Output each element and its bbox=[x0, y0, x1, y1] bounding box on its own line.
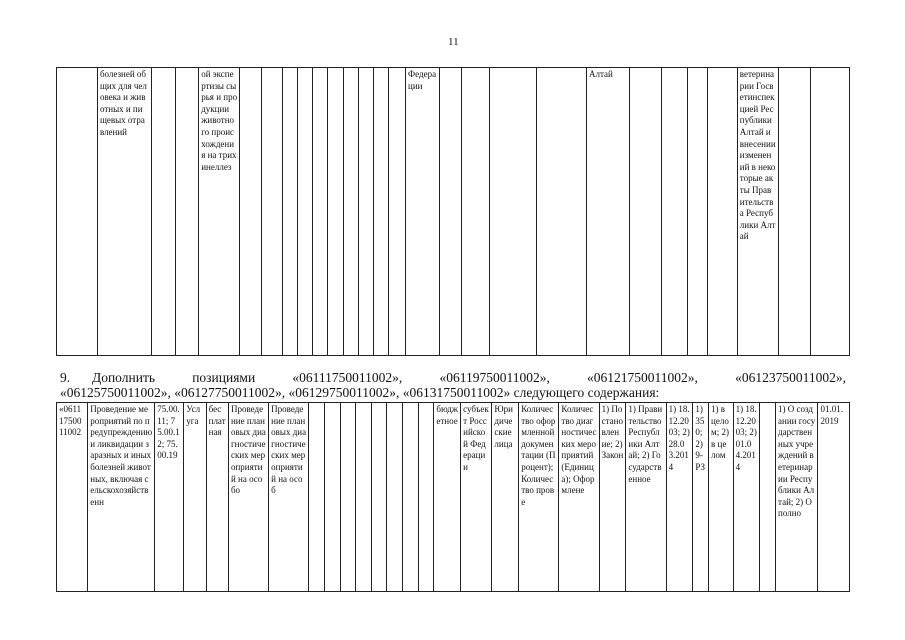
cell bbox=[358, 68, 373, 356]
cell bbox=[537, 68, 587, 356]
cell bbox=[662, 68, 688, 356]
cell bbox=[328, 68, 343, 356]
amendment-paragraph bbox=[60, 370, 846, 400]
cell bbox=[760, 403, 776, 592]
paragraph-line: Дополнить позициями «06111750011002», «06119750011002», «06121750011002», «06123750011002», bbox=[92, 370, 846, 385]
cell: Количество диагностических мероприятий (Единица); Оформлене bbox=[559, 403, 599, 592]
cell bbox=[707, 68, 737, 356]
cell bbox=[356, 403, 372, 592]
cell: 1) в целом; 2) в целом bbox=[709, 403, 734, 592]
cell bbox=[261, 68, 283, 356]
cell: 1) О создании государственных учреждений ветеринарии Республики Алтай; 2) О полно bbox=[776, 403, 818, 592]
cell bbox=[175, 68, 199, 356]
cell bbox=[343, 68, 358, 356]
paragraph-line: «06125750011002», «06127750011002», «06129750011002», «06131750011002» следующего содержания: bbox=[60, 385, 660, 400]
cell: 1) Правительство Республики Алтай; 2) Государственное bbox=[626, 403, 666, 592]
table-new-positions bbox=[56, 402, 850, 592]
cell bbox=[324, 403, 340, 592]
cell: ой экспертизы сырья и продукции животного происхождения на трихинеллез bbox=[199, 68, 240, 356]
cell: бюджетное bbox=[434, 403, 461, 592]
cell: Юридические лица bbox=[492, 403, 519, 592]
cell bbox=[811, 68, 850, 356]
cell bbox=[403, 403, 419, 592]
cell bbox=[440, 68, 462, 356]
cell: 1) Постановление; 2) Закон bbox=[599, 403, 626, 592]
cell: 75.00.11; 75.00.12; 75.00.19 bbox=[155, 403, 184, 592]
cell: Проведение плановых диагностических мероприятий на особ bbox=[269, 403, 309, 592]
cell: ветеринарии Госветинспекцией Республики Алтай и внесении изменений в некоторые акты Правительства Республики Алтай bbox=[737, 68, 778, 356]
cell bbox=[298, 68, 313, 356]
cell: Количество оформленной документации (Процент); Количество прове bbox=[519, 403, 559, 592]
cell: Проведение плановых диагностических мероприятий на особо bbox=[228, 403, 268, 592]
cell: «06111750011002 bbox=[57, 403, 88, 592]
cell: Федерации bbox=[406, 68, 440, 356]
paragraph-number: 9. bbox=[60, 370, 71, 385]
cell: 1) 18.12.2003; 2) 28.03.2014 bbox=[666, 403, 693, 592]
table-row bbox=[57, 403, 850, 592]
table-row bbox=[57, 68, 850, 356]
cell bbox=[373, 68, 388, 356]
cell bbox=[388, 68, 405, 356]
cell bbox=[462, 68, 490, 356]
cell: 1) 18.12.2003; 2) 01.04.2014 bbox=[733, 403, 760, 592]
cell bbox=[387, 403, 403, 592]
cell: бесплатная bbox=[206, 403, 228, 592]
cell bbox=[283, 68, 298, 356]
cell: Проведение мероприятий по предупреждению и ликвидации заразных и иных болезней животных, включая сельскохозяйственн bbox=[88, 403, 155, 592]
table-continuation bbox=[56, 67, 850, 356]
cell: болезней общих для человека и животных и пищевых отравлений bbox=[97, 68, 151, 356]
cell bbox=[778, 68, 810, 356]
cell: Алтай bbox=[587, 68, 630, 356]
cell bbox=[630, 68, 662, 356]
cell bbox=[688, 68, 707, 356]
cell bbox=[418, 403, 434, 592]
cell: Услуга bbox=[184, 403, 206, 592]
page-number: 11 bbox=[448, 36, 459, 48]
cell: субъект Российской Федерации bbox=[461, 403, 492, 592]
cell bbox=[340, 403, 356, 592]
cell bbox=[57, 68, 98, 356]
cell bbox=[490, 68, 537, 356]
cell bbox=[151, 68, 175, 356]
cell: 1) 350; 2) 9-РЗ bbox=[693, 403, 709, 592]
cell bbox=[240, 68, 262, 356]
cell bbox=[309, 403, 325, 592]
cell: 01.01.2019 bbox=[818, 403, 850, 592]
cell bbox=[313, 68, 328, 356]
cell bbox=[371, 403, 387, 592]
